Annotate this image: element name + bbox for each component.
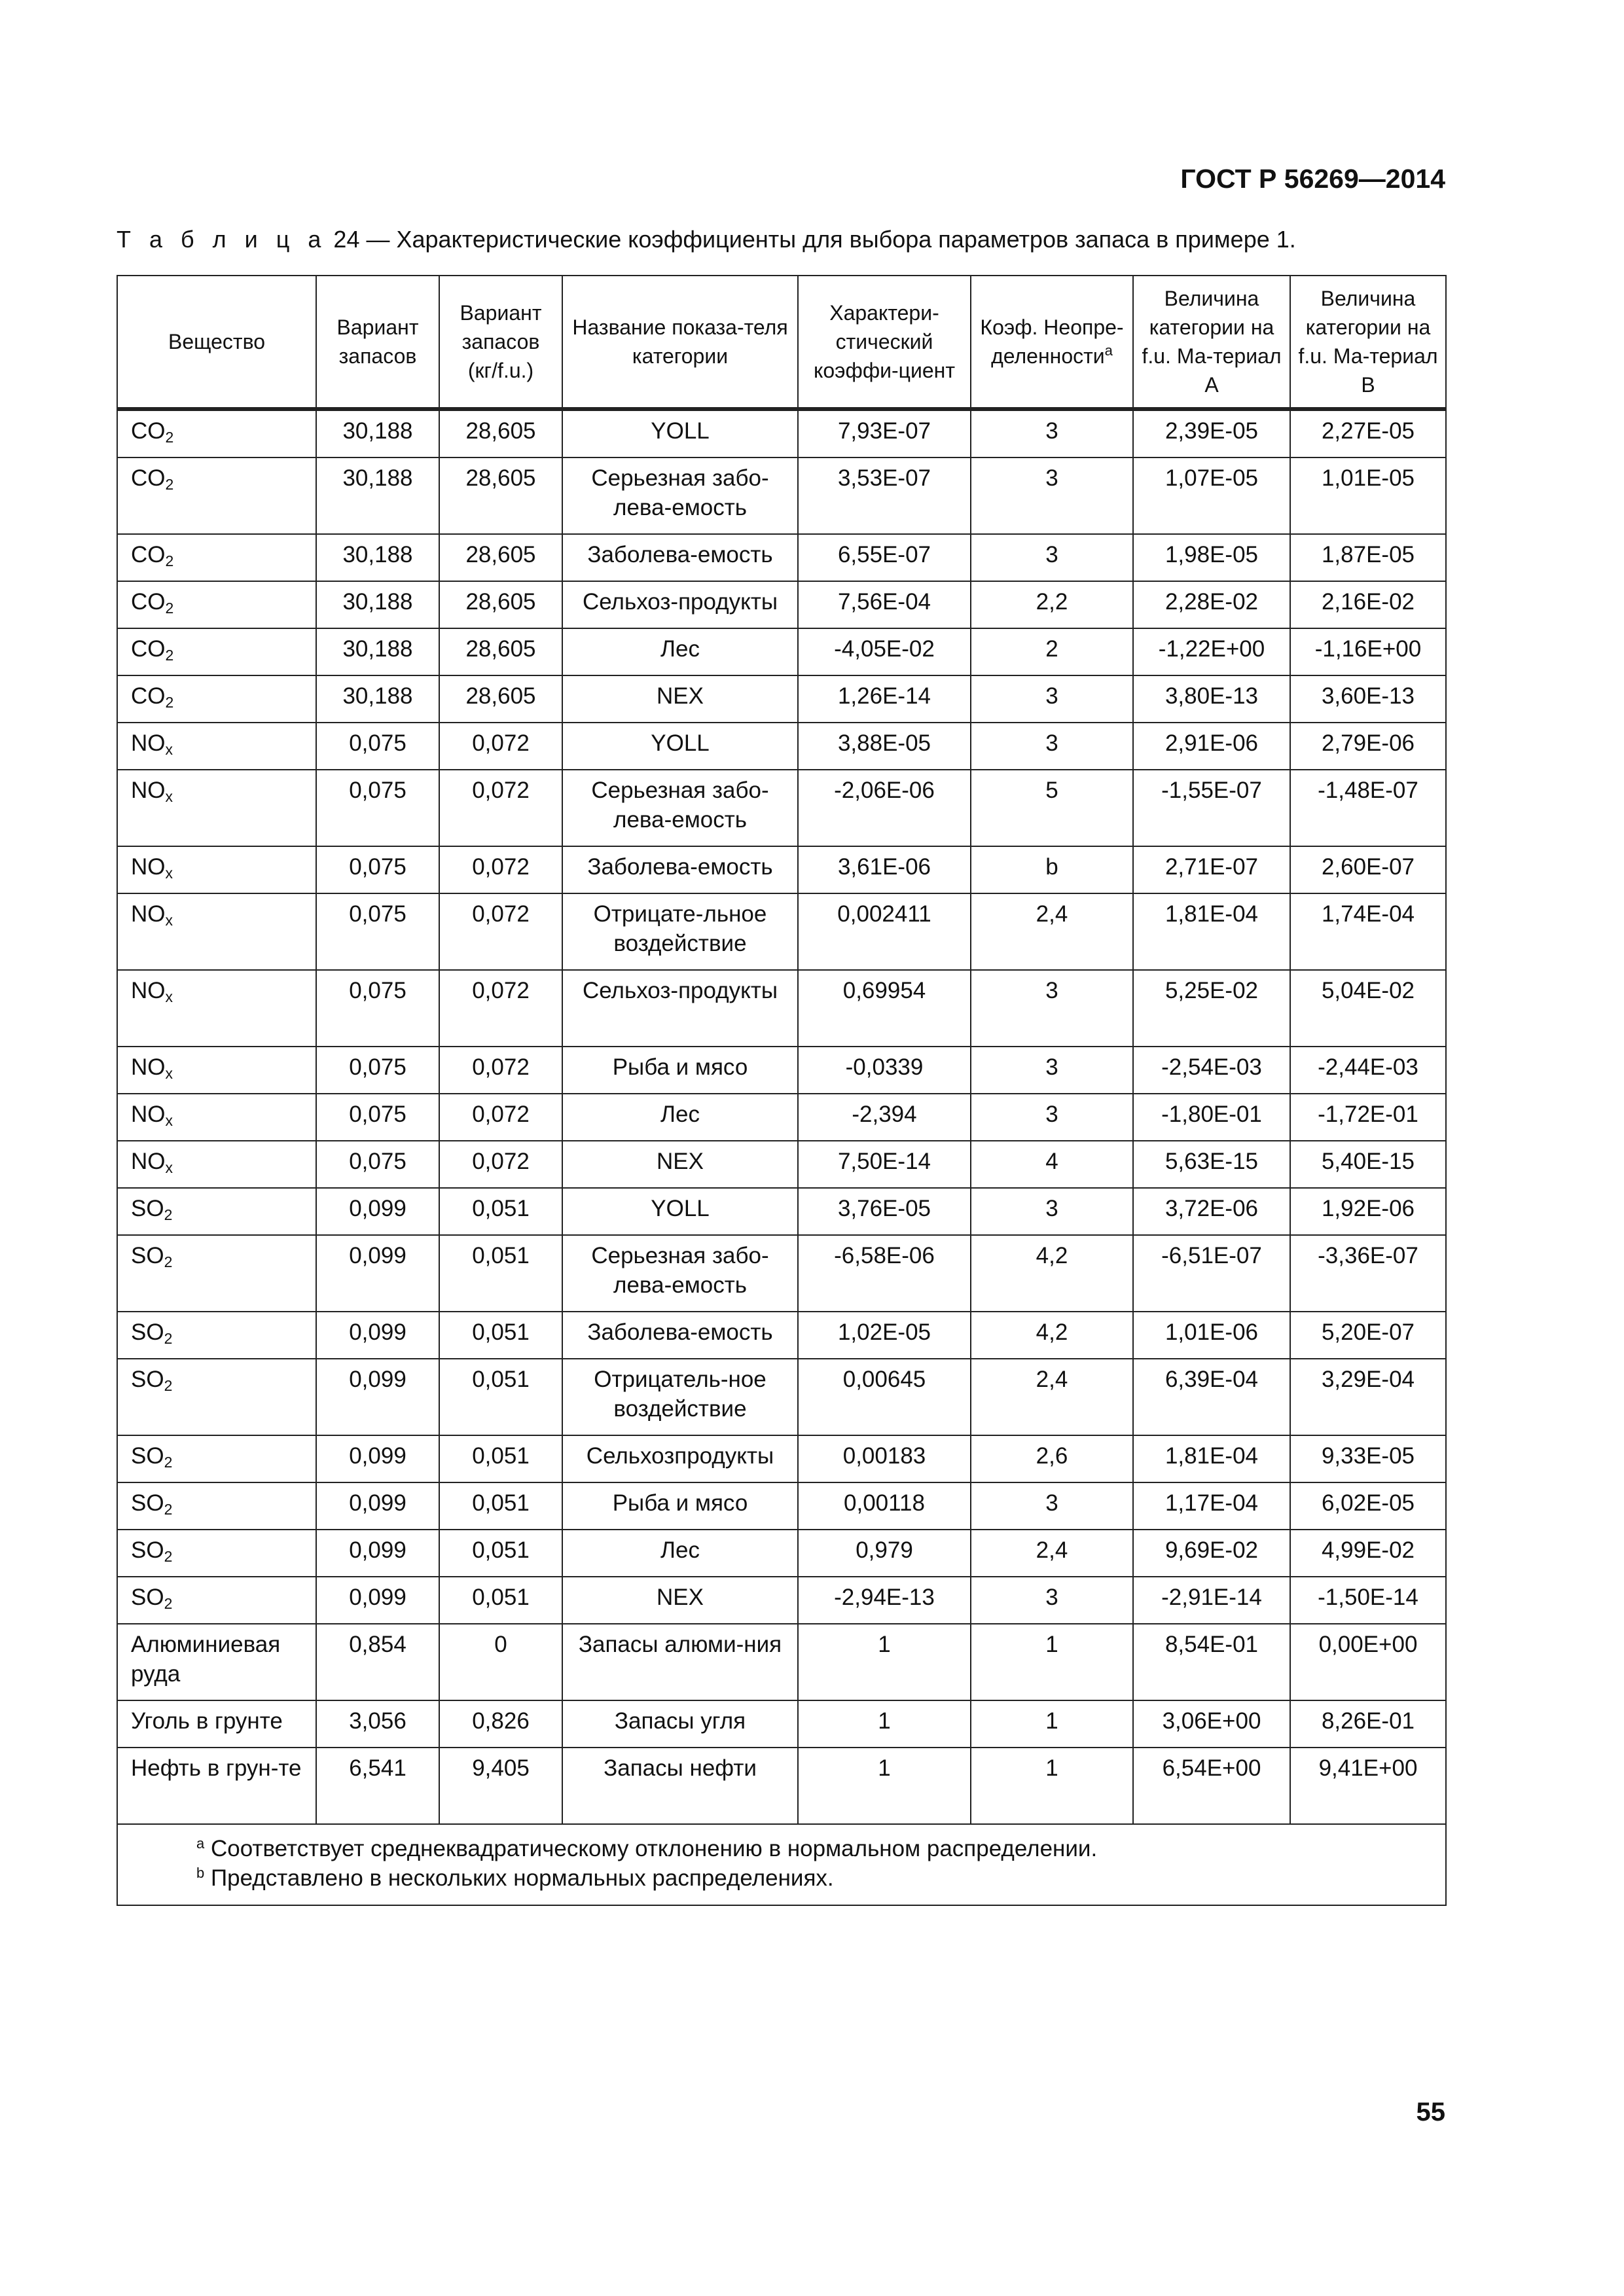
stock-variant-cell: 30,188: [316, 457, 439, 534]
footnote-mark: a: [1104, 342, 1113, 359]
stock-variant-cell: 3,056: [316, 1700, 439, 1748]
substance-cell: $SO_2$: [117, 1435, 316, 1482]
stock-variant-cell: 0,075: [316, 1047, 439, 1094]
caption-label: Т а б л и ц а: [117, 226, 327, 253]
table-row: [117, 1141, 1446, 1188]
stock-variant-cell: 0,075: [316, 893, 439, 970]
uncertainty-cell: 3: [971, 457, 1133, 534]
stock-per-fu-cell: 0,072: [439, 893, 562, 970]
material-b-cell: 2,79E-06: [1290, 723, 1446, 770]
category-cell: Сельхоз-продукты: [562, 581, 798, 628]
stock-per-fu-cell: 0,051: [439, 1530, 562, 1577]
header-category-name: Название показа-теля категории: [562, 276, 798, 409]
category-cell: Рыба и мясо: [562, 1047, 798, 1094]
substance-cell: $CO_2$: [117, 534, 316, 581]
table-notes: [117, 1824, 1446, 1905]
material-b-cell: 9,33E-05: [1290, 1435, 1446, 1482]
material-a-cell: 1,17E-04: [1133, 1482, 1290, 1530]
stock-per-fu-cell: 28,605: [439, 457, 562, 534]
coefficient-cell: 3,76E-05: [798, 1188, 971, 1235]
stock-variant-cell: 0,075: [316, 1094, 439, 1141]
uncertainty-cell: 2,4: [971, 1530, 1133, 1577]
stock-variant-cell: 0,099: [316, 1482, 439, 1530]
material-b-cell: 1,74E-04: [1290, 893, 1446, 970]
uncertainty-cell: 2: [971, 628, 1133, 675]
material-a-cell: -1,22E+00: [1133, 628, 1290, 675]
material-b-cell: -2,44E-03: [1290, 1047, 1446, 1094]
substance-cell: $SO_2$: [117, 1577, 316, 1624]
material-a-cell: 8,54E-01: [1133, 1624, 1290, 1700]
stock-per-fu-cell: 0,051: [439, 1188, 562, 1235]
substance-cell: $NO_x$: [117, 1141, 316, 1188]
table-caption: [117, 226, 1296, 253]
stock-per-fu-cell: 0,072: [439, 846, 562, 893]
coefficient-cell: 1: [798, 1700, 971, 1748]
coefficient-cell: 1: [798, 1624, 971, 1700]
table-row: [117, 1359, 1446, 1435]
uncertainty-cell: 4: [971, 1141, 1133, 1188]
table-row: [117, 675, 1446, 723]
category-cell: Лес: [562, 1530, 798, 1577]
substance-cell: Нефть в грун-те: [117, 1748, 316, 1824]
material-a-cell: -1,55E-07: [1133, 770, 1290, 846]
uncertainty-cell: 4,2: [971, 1312, 1133, 1359]
uncertainty-cell: 2,4: [971, 1359, 1133, 1435]
coefficient-cell: -2,394: [798, 1094, 971, 1141]
material-b-cell: 1,87E-05: [1290, 534, 1446, 581]
table-row: [117, 1435, 1446, 1482]
stock-per-fu-cell: 28,605: [439, 534, 562, 581]
material-b-cell: 2,16E-02: [1290, 581, 1446, 628]
material-b-cell: 1,92E-06: [1290, 1188, 1446, 1235]
material-b-cell: 1,01E-05: [1290, 457, 1446, 534]
substance-cell: $CO_2$: [117, 409, 316, 457]
material-b-cell: -1,72E-01: [1290, 1094, 1446, 1141]
material-a-cell: 1,98E-05: [1133, 534, 1290, 581]
stock-per-fu-cell: 0: [439, 1624, 562, 1700]
uncertainty-cell: 2,4: [971, 893, 1133, 970]
category-cell: Отрицатель-ное воздействие: [562, 1359, 798, 1435]
table-body: [117, 409, 1446, 1824]
coefficient-cell: 0,69954: [798, 970, 971, 1047]
material-a-cell: -6,51E-07: [1133, 1235, 1290, 1312]
stock-variant-cell: 0,099: [316, 1435, 439, 1482]
substance-cell: Алюминиевая руда: [117, 1624, 316, 1700]
coefficient-cell: 0,002411: [798, 893, 971, 970]
stock-variant-cell: 6,541: [316, 1748, 439, 1824]
uncertainty-cell: 3: [971, 1188, 1133, 1235]
substance-cell: $NO_x$: [117, 1047, 316, 1094]
category-cell: YOLL: [562, 409, 798, 457]
substance-cell: $NO_x$: [117, 893, 316, 970]
page-number: 55: [1416, 2098, 1445, 2126]
uncertainty-cell: 1: [971, 1624, 1133, 1700]
material-a-cell: 1,81E-04: [1133, 1435, 1290, 1482]
table-row: [117, 581, 1446, 628]
caption-number: 24: [333, 226, 360, 253]
material-b-cell: 3,29E-04: [1290, 1359, 1446, 1435]
material-b-cell: 5,20E-07: [1290, 1312, 1446, 1359]
category-cell: Сельхоз-продукты: [562, 970, 798, 1047]
table-row: [117, 770, 1446, 846]
table-row: [117, 723, 1446, 770]
substance-cell: $SO_2$: [117, 1188, 316, 1235]
stock-variant-cell: 30,188: [316, 675, 439, 723]
material-a-cell: 2,71E-07: [1133, 846, 1290, 893]
category-cell: Запасы угля: [562, 1700, 798, 1748]
material-a-cell: 6,54E+00: [1133, 1748, 1290, 1824]
material-a-cell: -2,54E-03: [1133, 1047, 1290, 1094]
stock-per-fu-cell: 0,826: [439, 1700, 562, 1748]
category-cell: NEX: [562, 1577, 798, 1624]
stock-variant-cell: 0,099: [316, 1235, 439, 1312]
table-row: [117, 846, 1446, 893]
table-row: [117, 1312, 1446, 1359]
stock-variant-cell: 0,099: [316, 1188, 439, 1235]
substance-cell: $SO_2$: [117, 1312, 316, 1359]
coefficient-cell: -4,05E-02: [798, 628, 971, 675]
table-row: [117, 1047, 1446, 1094]
header-substance: Вещество: [117, 276, 316, 409]
stock-variant-cell: 0,075: [316, 1141, 439, 1188]
header-uncertainty-coef: Коэф. Неопре-деленности$^a$: [971, 276, 1133, 409]
material-a-cell: 5,25E-02: [1133, 970, 1290, 1047]
substance-cell: $NO_x$: [117, 1094, 316, 1141]
notes-row: [117, 1824, 1446, 1905]
material-b-cell: -3,36E-07: [1290, 1235, 1446, 1312]
stock-per-fu-cell: 0,072: [439, 723, 562, 770]
header-stock-variant-per-fu: Вариант запасов (кг/f.u.): [439, 276, 562, 409]
coefficient-cell: 0,00183: [798, 1435, 971, 1482]
coefficient-cell: -2,94E-13: [798, 1577, 971, 1624]
stock-per-fu-cell: 28,605: [439, 675, 562, 723]
stock-per-fu-cell: 0,072: [439, 1141, 562, 1188]
table-row: [117, 1624, 1446, 1700]
material-a-cell: 1,07E-05: [1133, 457, 1290, 534]
material-b-cell: -1,50E-14: [1290, 1577, 1446, 1624]
table-row: [117, 1188, 1446, 1235]
substance-cell: $CO_2$: [117, 675, 316, 723]
stock-per-fu-cell: 0,072: [439, 1047, 562, 1094]
material-a-cell: -1,80E-01: [1133, 1094, 1290, 1141]
stock-variant-cell: 0,075: [316, 770, 439, 846]
caption-dash: —: [366, 226, 390, 253]
stock-per-fu-cell: 28,605: [439, 581, 562, 628]
category-cell: NEX: [562, 1141, 798, 1188]
header-material-b: Величина категории на f.u. Ма-териал В: [1290, 276, 1446, 409]
stock-variant-cell: 0,075: [316, 846, 439, 893]
coefficient-cell: 1: [798, 1748, 971, 1824]
stock-per-fu-cell: 0,051: [439, 1312, 562, 1359]
substance-cell: $NO_x$: [117, 723, 316, 770]
category-cell: YOLL: [562, 723, 798, 770]
coefficient-cell: 7,50E-14: [798, 1141, 971, 1188]
material-a-cell: 1,01E-06: [1133, 1312, 1290, 1359]
coefficient-cell: 7,56E-04: [798, 581, 971, 628]
material-b-cell: 6,02E-05: [1290, 1482, 1446, 1530]
category-cell: Лес: [562, 1094, 798, 1141]
uncertainty-cell: b: [971, 846, 1133, 893]
coefficient-cell: 3,53E-07: [798, 457, 971, 534]
stock-per-fu-cell: 0,072: [439, 970, 562, 1047]
header-stock-variant: Вариант запасов: [316, 276, 439, 409]
table-row: [117, 628, 1446, 675]
table-row: [117, 970, 1446, 1047]
coefficient-cell: 1,02E-05: [798, 1312, 971, 1359]
uncertainty-cell: 3: [971, 1047, 1133, 1094]
uncertainty-cell: 1: [971, 1748, 1133, 1824]
material-b-cell: 5,04E-02: [1290, 970, 1446, 1047]
stock-per-fu-cell: 0,051: [439, 1359, 562, 1435]
stock-per-fu-cell: 28,605: [439, 409, 562, 457]
uncertainty-cell: 2,6: [971, 1435, 1133, 1482]
substance-cell: $SO_2$: [117, 1235, 316, 1312]
category-cell: Рыба и мясо: [562, 1482, 798, 1530]
table-row: [117, 457, 1446, 534]
coefficient-cell: -0,0339: [798, 1047, 971, 1094]
category-cell: Запасы нефти: [562, 1748, 798, 1824]
coefficient-cell: 3,61E-06: [798, 846, 971, 893]
table-row: [117, 1482, 1446, 1530]
stock-per-fu-cell: 0,051: [439, 1235, 562, 1312]
stock-variant-cell: 0,099: [316, 1359, 439, 1435]
category-cell: Лес: [562, 628, 798, 675]
footnote-b: $^b$ Представлено в нескольких нормальных распределениях.: [196, 1865, 834, 1891]
stock-per-fu-cell: 9,405: [439, 1748, 562, 1824]
coefficient-cell: 3,88E-05: [798, 723, 971, 770]
footnote-a: $^a$ Соответствует среднеквадратическому отклонению в нормальном распределении.: [196, 1835, 1098, 1861]
table-row: [117, 1235, 1446, 1312]
stock-per-fu-cell: 0,072: [439, 1094, 562, 1141]
stock-variant-cell: 30,188: [316, 581, 439, 628]
table-row: [117, 1700, 1446, 1748]
caption-text: Характеристические коэффициенты для выбора параметров запаса в примере 1.: [396, 226, 1296, 253]
material-b-cell: 3,60E-13: [1290, 675, 1446, 723]
category-cell: Заболева-емость: [562, 534, 798, 581]
substance-cell: $SO_2$: [117, 1530, 316, 1577]
material-b-cell: 4,99E-02: [1290, 1530, 1446, 1577]
uncertainty-cell: 1: [971, 1700, 1133, 1748]
coefficient-cell: 1,26E-14: [798, 675, 971, 723]
category-cell: Серьезная забо-лева-емость: [562, 457, 798, 534]
uncertainty-cell: 5: [971, 770, 1133, 846]
substance-cell: $CO_2$: [117, 581, 316, 628]
stock-variant-cell: 0,099: [316, 1577, 439, 1624]
uncertainty-cell: 3: [971, 675, 1133, 723]
uncertainty-cell: 3: [971, 723, 1133, 770]
category-cell: Серьезная забо-лева-емость: [562, 1235, 798, 1312]
stock-variant-cell: 30,188: [316, 534, 439, 581]
category-cell: Запасы алюми-ния: [562, 1624, 798, 1700]
category-cell: Сельхозпродукты: [562, 1435, 798, 1482]
stock-per-fu-cell: 0,051: [439, 1577, 562, 1624]
coefficient-cell: 0,00645: [798, 1359, 971, 1435]
material-a-cell: 3,72E-06: [1133, 1188, 1290, 1235]
material-b-cell: 5,40E-15: [1290, 1141, 1446, 1188]
uncertainty-cell: 3: [971, 1577, 1133, 1624]
coefficient-cell: -2,06E-06: [798, 770, 971, 846]
substance-cell: $SO_2$: [117, 1482, 316, 1530]
category-cell: Заболева-емость: [562, 846, 798, 893]
coefficient-cell: 6,55E-07: [798, 534, 971, 581]
table-row: [117, 1094, 1446, 1141]
stock-per-fu-cell: 0,051: [439, 1435, 562, 1482]
uncertainty-cell: 3: [971, 534, 1133, 581]
table-row: [117, 1577, 1446, 1624]
uncertainty-cell: 4,2: [971, 1235, 1133, 1312]
table-row: [117, 1530, 1446, 1577]
material-a-cell: 2,28E-02: [1133, 581, 1290, 628]
uncertainty-cell: 3: [971, 1482, 1133, 1530]
document-code: ГОСТ Р 56269—2014: [1180, 164, 1445, 194]
category-cell: Заболева-емость: [562, 1312, 798, 1359]
material-b-cell: -1,48E-07: [1290, 770, 1446, 846]
header-row: [117, 276, 1446, 409]
substance-cell: $NO_x$: [117, 770, 316, 846]
coefficient-cell: 0,979: [798, 1530, 971, 1577]
stock-variant-cell: 0,099: [316, 1530, 439, 1577]
stock-per-fu-cell: 0,072: [439, 770, 562, 846]
header-material-a: Величина категории на f.u. Ма-териал А: [1133, 276, 1290, 409]
material-a-cell: 2,39E-05: [1133, 409, 1290, 457]
material-b-cell: -1,16E+00: [1290, 628, 1446, 675]
substance-cell: $CO_2$: [117, 628, 316, 675]
table-row: [117, 893, 1446, 970]
substance-cell: $NO_x$: [117, 846, 316, 893]
category-cell: NEX: [562, 675, 798, 723]
material-a-cell: -2,91E-14: [1133, 1577, 1290, 1624]
material-b-cell: 0,00E+00: [1290, 1624, 1446, 1700]
substance-cell: $NO_x$: [117, 970, 316, 1047]
uncertainty-cell: 3: [971, 1094, 1133, 1141]
stock-variant-cell: 0,075: [316, 970, 439, 1047]
material-a-cell: 3,06E+00: [1133, 1700, 1290, 1748]
uncertainty-cell: 3: [971, 970, 1133, 1047]
uncertainty-cell: 3: [971, 409, 1133, 457]
coefficient-cell: 0,00118: [798, 1482, 971, 1530]
header-characteristic-coef: Характери-стический коэффи-циент: [798, 276, 971, 409]
stock-variant-cell: 30,188: [316, 628, 439, 675]
uncertainty-cell: 2,2: [971, 581, 1133, 628]
substance-cell: $SO_2$: [117, 1359, 316, 1435]
stock-variant-cell: 0,854: [316, 1624, 439, 1700]
material-a-cell: 3,80E-13: [1133, 675, 1290, 723]
coefficient-cell: 7,93E-07: [798, 409, 971, 457]
table-row: [117, 1748, 1446, 1824]
stock-per-fu-cell: 0,051: [439, 1482, 562, 1530]
coefficient-cell: -6,58E-06: [798, 1235, 971, 1312]
substance-cell: $CO_2$: [117, 457, 316, 534]
stock-per-fu-cell: 28,605: [439, 628, 562, 675]
category-cell: Отрицате-льное воздействие: [562, 893, 798, 970]
material-b-cell: 2,27E-05: [1290, 409, 1446, 457]
category-cell: YOLL: [562, 1188, 798, 1235]
material-b-cell: 2,60E-07: [1290, 846, 1446, 893]
stock-variant-cell: 0,075: [316, 723, 439, 770]
material-b-cell: 8,26E-01: [1290, 1700, 1446, 1748]
category-cell: Серьезная забо-лева-емость: [562, 770, 798, 846]
material-b-cell: 9,41E+00: [1290, 1748, 1446, 1824]
stock-variant-cell: 30,188: [316, 409, 439, 457]
substance-cell: Уголь в грунте: [117, 1700, 316, 1748]
material-a-cell: 6,39E-04: [1133, 1359, 1290, 1435]
material-a-cell: 2,91E-06: [1133, 723, 1290, 770]
material-a-cell: 5,63E-15: [1133, 1141, 1290, 1188]
material-a-cell: 9,69E-02: [1133, 1530, 1290, 1577]
coefficients-table: [117, 275, 1447, 1906]
material-a-cell: 1,81E-04: [1133, 893, 1290, 970]
table-row: [117, 534, 1446, 581]
stock-variant-cell: 0,099: [316, 1312, 439, 1359]
table-row: [117, 409, 1446, 457]
